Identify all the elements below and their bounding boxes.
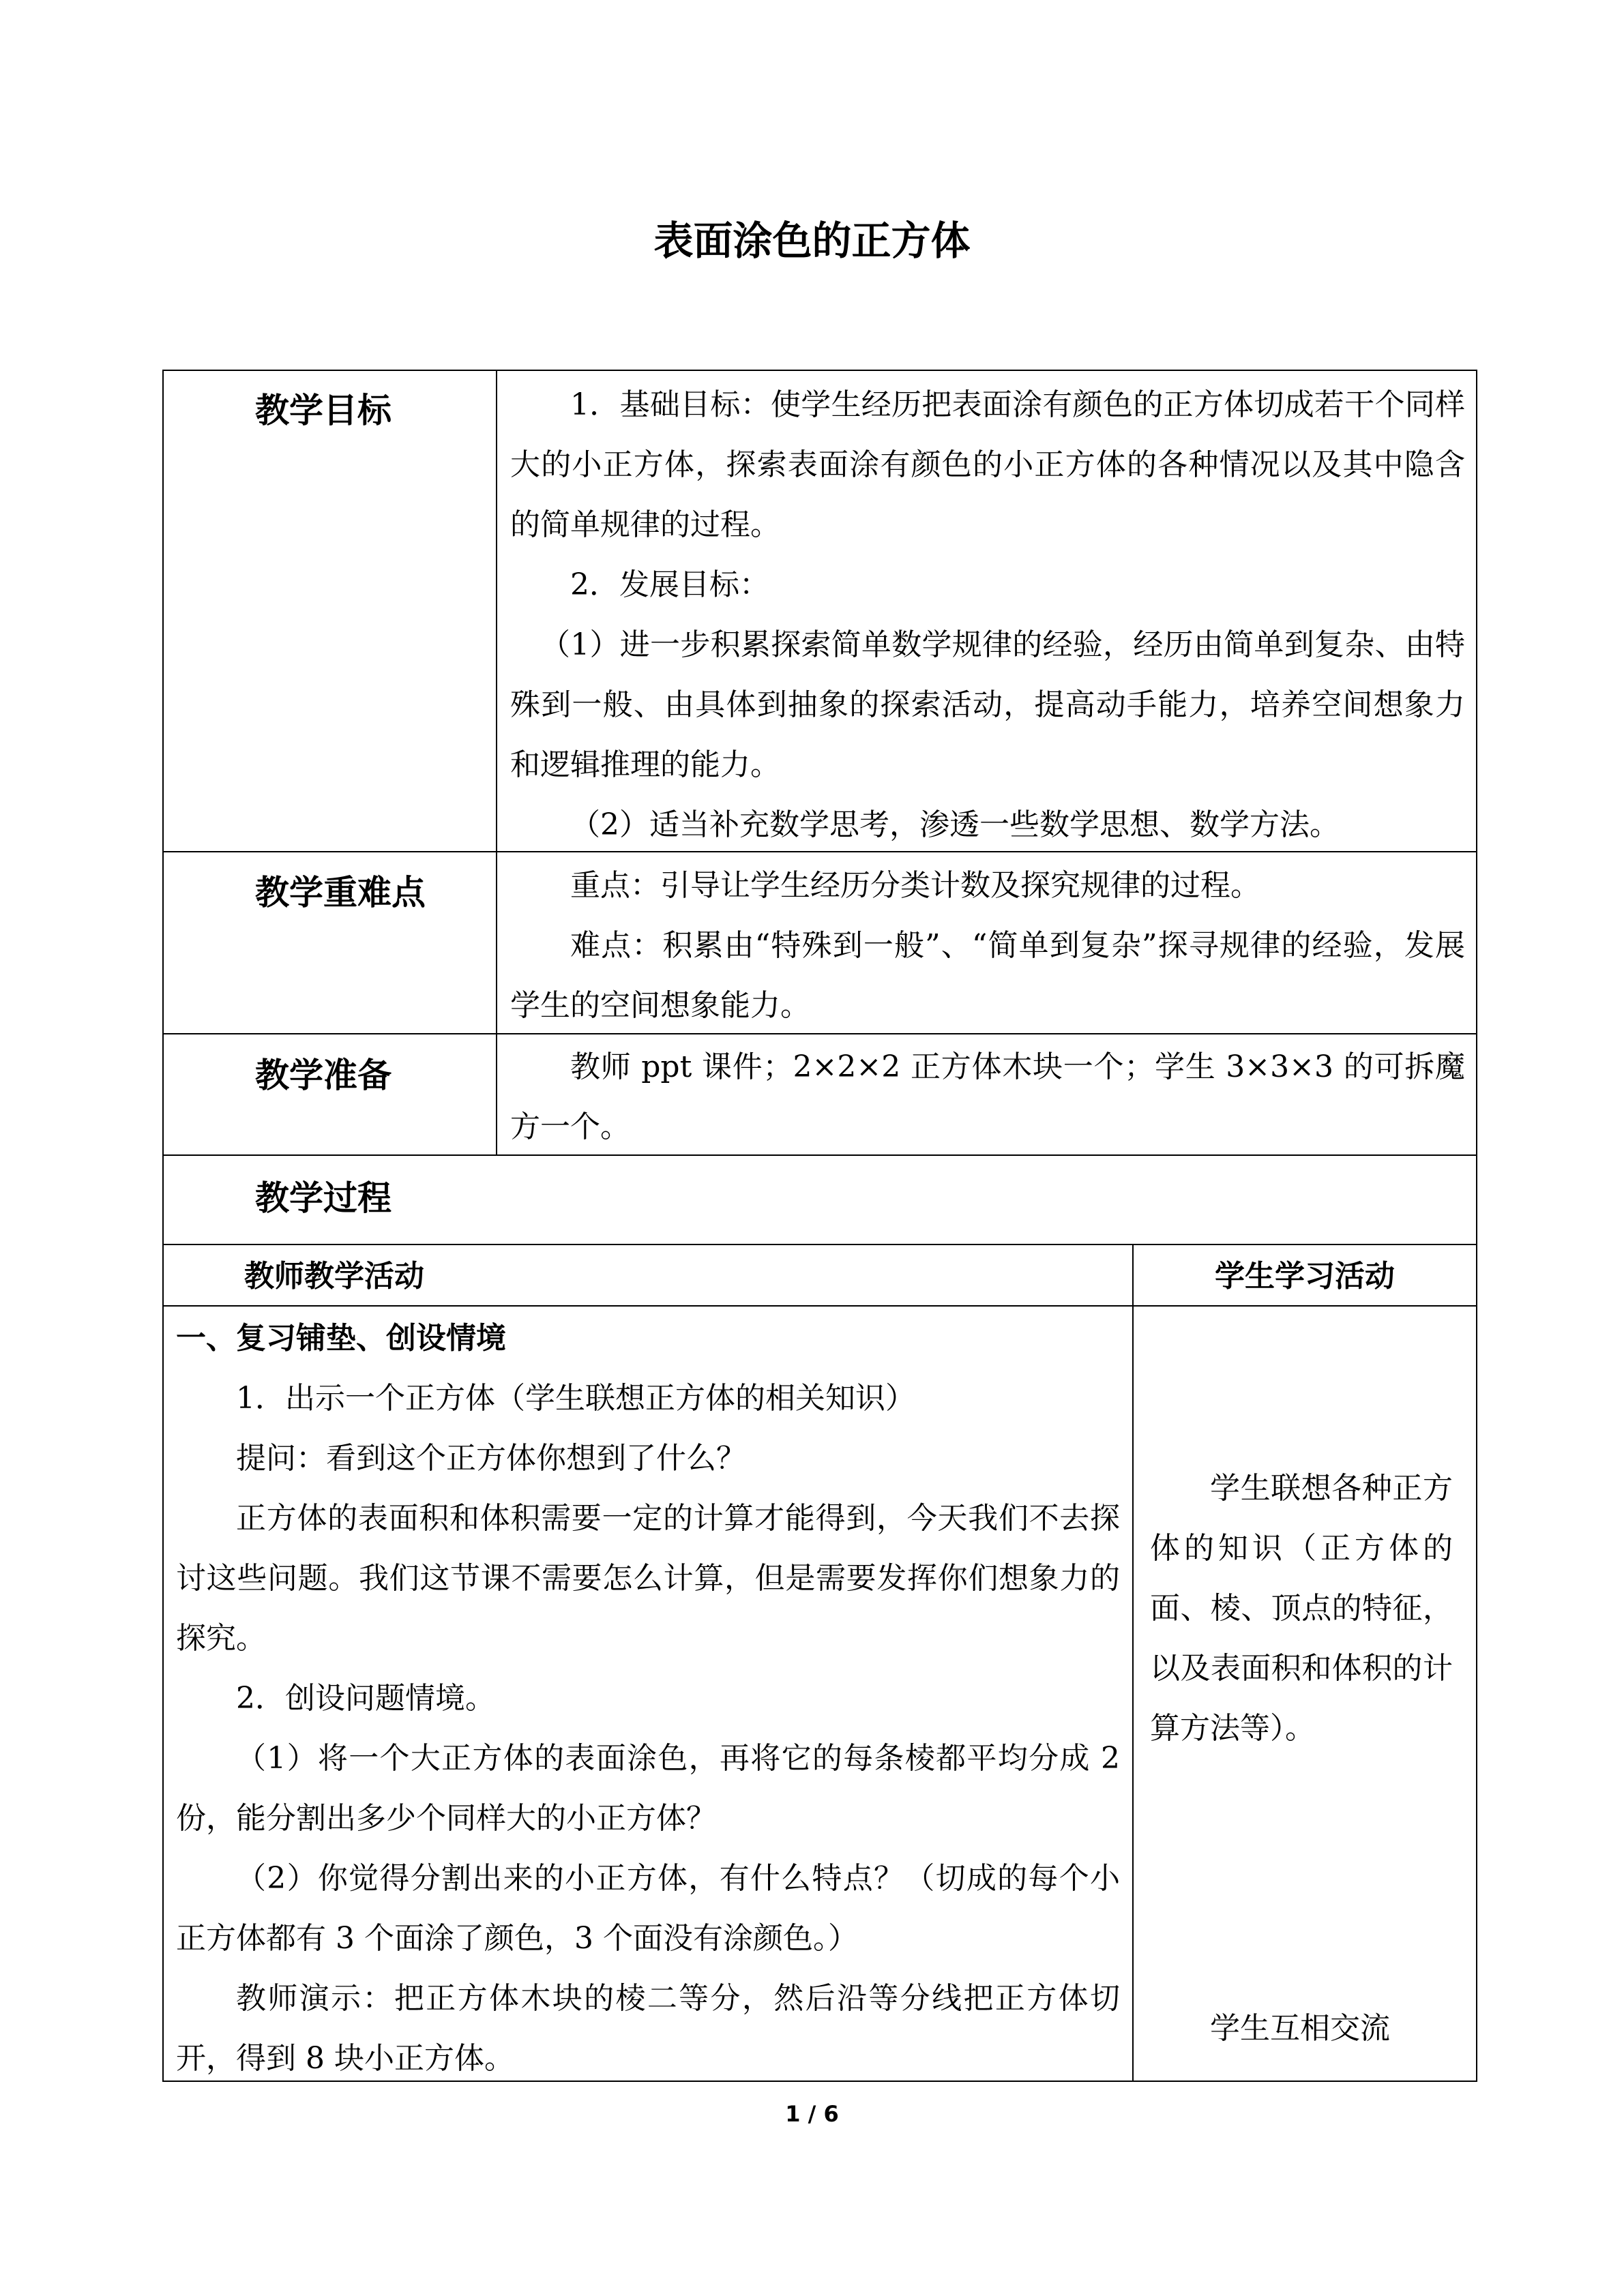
key-points-label: 教学重难点	[255, 873, 426, 912]
student-activity-content	[1150, 1459, 1453, 1759]
teacher-paragraph: 1．出示一个正方体（学生联想正方体的相关知识）	[236, 1381, 915, 1416]
row-divider	[164, 1305, 1476, 1307]
objectives-paragraph: 1．基础目标：使学生经历把表面涂有颜色的正方体切成若干个同样大的小正方体，探索表面涂有颜色的小正方体的各种情况以及其中隐含的简单规律的过程。	[510, 387, 1465, 542]
teacher-paragraph: （2）你觉得分割出来的小正方体，有什么特点？（切成的每个小正方体都有 3 个面涂了颜色，3 个面没有涂颜色。）	[176, 1861, 1120, 1956]
page-title: 表面涂色的正方体	[653, 218, 971, 264]
teacher-activity-content	[176, 1309, 1120, 2089]
teacher-paragraph: 提问：看到这个正方体你想到了什么？	[236, 1441, 746, 1476]
section-heading: 一、复习铺垫、创设情境	[176, 1321, 506, 1356]
key-points-content	[510, 856, 1465, 1036]
preparation-content	[510, 1037, 1465, 1157]
teacher-paragraph: 2．创设问题情境。	[236, 1681, 495, 1716]
teacher-activity-header: 教师教学活动	[244, 1259, 424, 1294]
key-points-paragraph: 重点：引导让学生经历分类计数及探究规律的过程。	[570, 868, 1260, 903]
lesson-plan-table	[162, 370, 1477, 2082]
key-points-paragraph: 难点：积累由“特殊到一般”、“简单到复杂”探寻规律的经验，发展学生的空间想象能力。	[510, 928, 1465, 1023]
student-activity-header: 学生学习活动	[1215, 1259, 1395, 1294]
objectives-label: 教学目标	[255, 391, 392, 430]
objectives-paragraph: （2）适当补充数学思考，渗透一些数学思想、数学方法。	[570, 807, 1340, 842]
student-paragraph: 学生联想各种正方体的知识（正方体的面、棱、顶点的特征，以及表面积和体积的计算方法等）。	[1150, 1471, 1453, 1746]
objectives-paragraph: （1）进一步积累探索简单数学规律的经验，经历由简单到复杂、由特殊到一般、由具体到抽象的探索活动，提高动手能力，培养空间想象力和逻辑推理的能力。	[510, 627, 1465, 782]
student-activity-content	[1150, 1999, 1453, 2059]
column-divider	[1132, 1244, 1134, 2082]
preparation-paragraph: 教师 ppt 课件；2×2×2 正方体木块一个；学生 3×3×3 的可拆魔方一个。	[510, 1049, 1465, 1144]
preparation-label: 教学准备	[255, 1056, 392, 1095]
teacher-paragraph: 教师演示：把正方体木块的棱二等分，然后沿等分线把正方体切开，得到 8 块小正方体。	[176, 1981, 1120, 2076]
process-label: 教学过程	[255, 1178, 392, 1218]
student-paragraph: 学生互相交流	[1210, 2011, 1390, 2046]
column-divider	[496, 371, 497, 1154]
row-divider	[164, 1244, 1476, 1245]
teacher-paragraph: （1）将一个大正方体的表面涂色，再将它的每条棱都平均分成 2 份，能分割出多少个同样大的小正方体？	[176, 1741, 1120, 1836]
objectives-paragraph: 2．发展目标：	[570, 567, 769, 602]
teacher-paragraph: 正方体的表面积和体积需要一定的计算才能得到，今天我们不去探讨这些问题。我们这节课不需要怎么计算，但是需要发挥你们想象力的探究。	[176, 1501, 1120, 1656]
page-number: 1 / 6	[785, 2101, 839, 2127]
objectives-content	[510, 375, 1465, 855]
